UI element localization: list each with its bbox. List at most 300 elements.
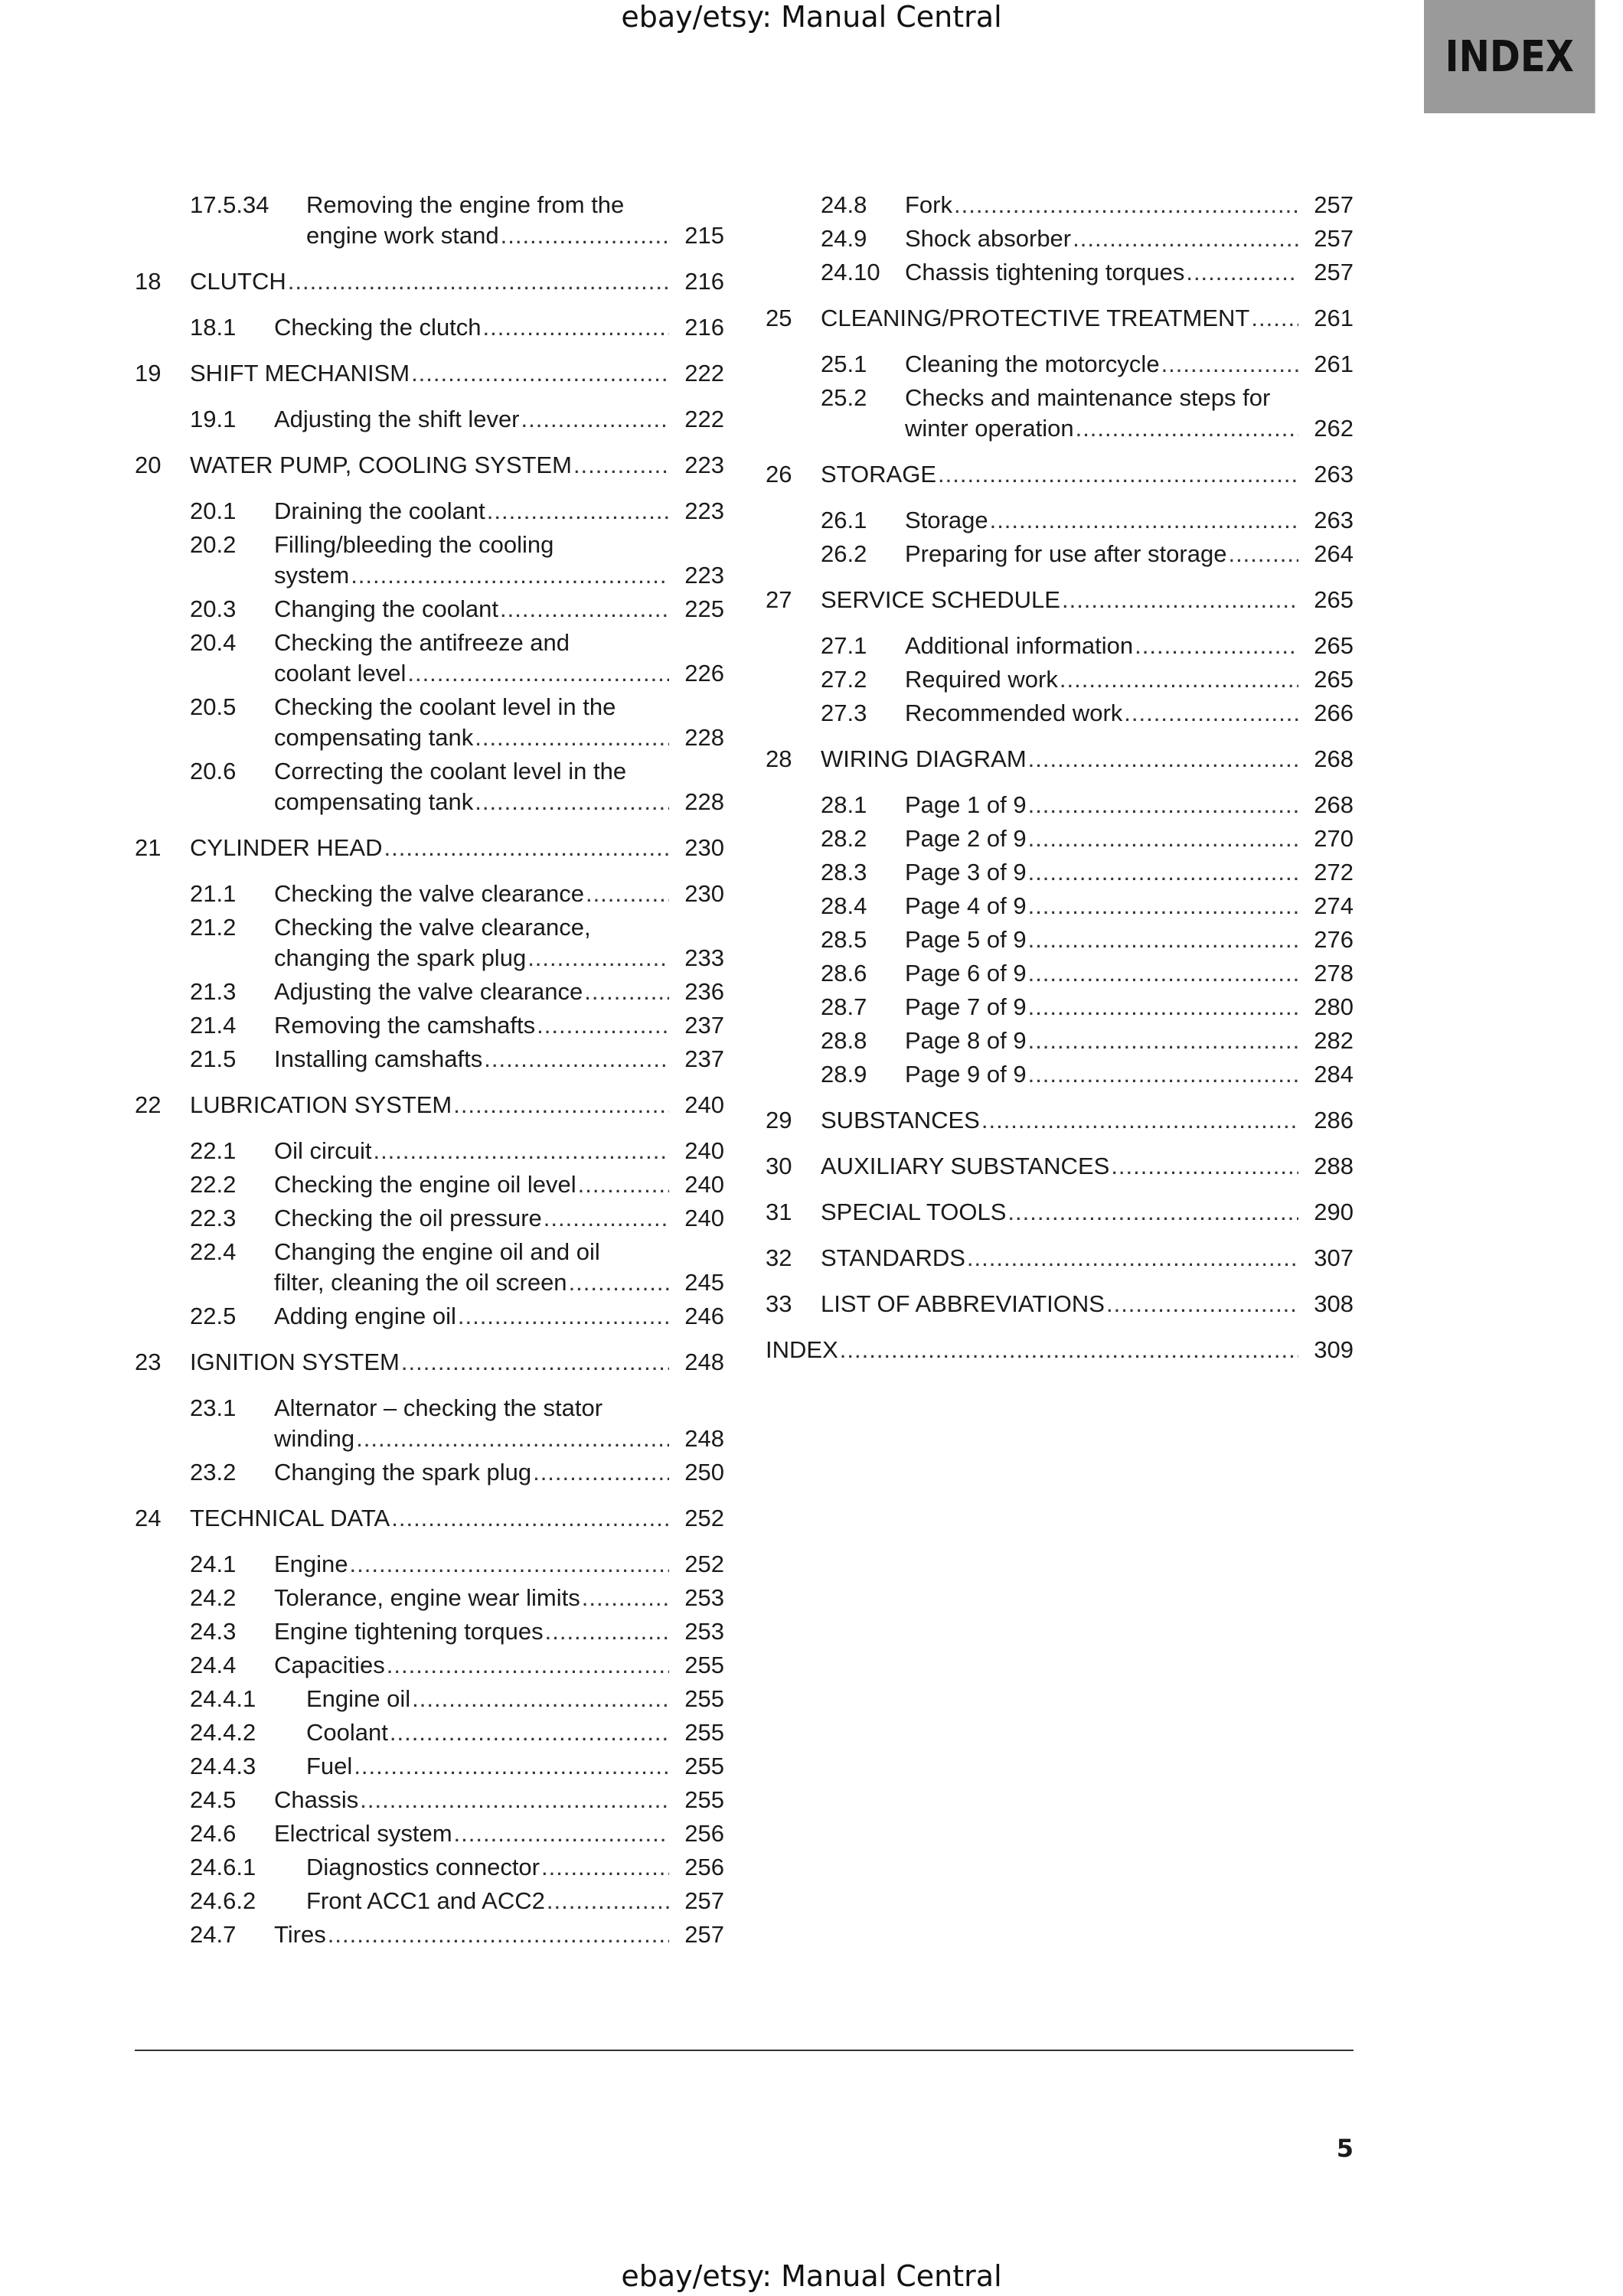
toc-entry-number: 22 <box>135 1091 162 1118</box>
toc-dot-leader <box>1028 925 1298 955</box>
toc-entry-page: 255 <box>684 1719 724 1746</box>
toc-entry-number: 24.10 <box>821 259 880 285</box>
toc-entry-page: 307 <box>1314 1244 1354 1271</box>
toc-entry-title: Engine tightening torques <box>274 1618 544 1645</box>
toc-entry[interactable] <box>766 1289 1354 1319</box>
toc-dot-leader <box>533 1457 669 1488</box>
toc-entry[interactable] <box>135 1549 724 1580</box>
toc-dot-leader <box>391 1503 669 1534</box>
toc-entry[interactable] <box>766 539 1354 569</box>
toc-entry-number: 24.4 <box>190 1652 237 1678</box>
toc-entry-number: 20.3 <box>190 595 237 622</box>
toc-entry-title: Diagnostics connector <box>306 1854 540 1880</box>
toc-entry[interactable] <box>135 1203 724 1234</box>
toc-entry-page: 240 <box>684 1205 724 1231</box>
toc-dot-leader <box>454 1818 669 1849</box>
toc-dot-leader <box>521 404 669 435</box>
toc-dot-leader <box>1251 303 1298 334</box>
toc-entry[interactable] <box>766 257 1354 288</box>
toc-entry-number: 20.1 <box>190 497 237 524</box>
toc-entry-title: Front ACC1 and ACC2 <box>306 1887 545 1914</box>
toc-entry-page: 257 <box>684 1921 724 1948</box>
toc-dot-leader <box>453 1090 669 1120</box>
toc-entry-number: 28.5 <box>821 926 867 953</box>
toc-entry-number: 28.6 <box>821 960 867 987</box>
toc-entry-page: 228 <box>684 788 724 815</box>
toc-dot-leader <box>390 1717 669 1748</box>
toc-dot-leader <box>584 977 669 1007</box>
toc-dot-leader <box>967 1243 1298 1274</box>
toc-dot-leader <box>1028 891 1298 921</box>
toc-entry-page: 216 <box>684 268 724 295</box>
toc-entry[interactable] <box>766 1105 1354 1136</box>
toc-entry[interactable] <box>135 450 724 481</box>
toc-entry-number: 27.1 <box>821 632 867 659</box>
toc-entry-title: compensating tank <box>274 788 474 815</box>
toc-dot-leader <box>1228 539 1298 569</box>
toc-entry-number: 21.4 <box>190 1012 237 1039</box>
toc-dot-leader <box>1076 413 1298 444</box>
toc-entry-number: 22.2 <box>190 1171 237 1198</box>
toc-entry[interactable] <box>135 1457 724 1488</box>
toc-entry[interactable] <box>135 358 724 389</box>
toc-entry[interactable] <box>766 1026 1354 1056</box>
toc-entry-page: 278 <box>1314 960 1354 987</box>
toc-entry[interactable] <box>766 1243 1354 1274</box>
toc-dot-leader <box>407 658 669 689</box>
toc-entry-title: Capacities <box>274 1652 385 1678</box>
toc-dot-leader <box>1028 958 1298 989</box>
toc-dot-leader <box>1124 698 1298 729</box>
toc-entry-page: 261 <box>1314 305 1354 331</box>
toc-entry[interactable] <box>135 1684 724 1714</box>
footer-divider <box>135 2050 1354 2051</box>
toc-entry-title: Checking the valve clearance, <box>274 914 591 941</box>
toc-entry[interactable] <box>135 628 724 689</box>
toc-entry-title: Required work <box>905 666 1058 693</box>
toc-dot-leader <box>1028 1026 1298 1056</box>
toc-entry-number: 24.7 <box>190 1921 237 1948</box>
toc-entry-title: Checking the antifreeze and <box>274 629 570 656</box>
toc-entry-title: AUXILIARY SUBSTANCES <box>821 1153 1110 1179</box>
toc-entry-number: 24.6 <box>190 1820 237 1847</box>
toc-entry[interactable] <box>766 1151 1354 1182</box>
toc-entry-number: 28.2 <box>821 825 867 852</box>
toc-entry[interactable] <box>766 891 1354 921</box>
toc-entry-number: 28.1 <box>821 791 867 818</box>
toc-entry[interactable] <box>135 1616 724 1647</box>
toc-dot-leader <box>541 1852 669 1883</box>
toc-dot-leader <box>1028 857 1298 888</box>
toc-entry[interactable] <box>766 1197 1354 1228</box>
toc-entry-title: Page 5 of 9 <box>905 926 1027 953</box>
toc-entry-title: STORAGE <box>821 461 937 488</box>
toc-dot-leader <box>484 1044 669 1075</box>
toc-entry-page: 276 <box>1314 926 1354 953</box>
toc-entry-page: 263 <box>1314 461 1354 488</box>
toc-entry-number: 21.1 <box>190 880 237 907</box>
toc-entry-number: 30 <box>766 1153 792 1179</box>
toc-entry[interactable] <box>766 349 1354 380</box>
toc-entry-page: 265 <box>1314 666 1354 693</box>
toc-dot-leader <box>537 1010 669 1041</box>
toc-entry-title: Page 9 of 9 <box>905 1061 1027 1088</box>
toc-entry-page: 222 <box>684 360 724 386</box>
toc-entry[interactable] <box>135 1751 724 1782</box>
toc-entry-number: 24.3 <box>190 1618 237 1645</box>
toc-entry-number: 29 <box>766 1107 792 1133</box>
toc-entry-page: 237 <box>684 1045 724 1072</box>
toc-entry-page: 255 <box>684 1685 724 1712</box>
toc-entry-page: 250 <box>684 1459 724 1486</box>
toc-entry-title: Adjusting the valve clearance <box>274 978 583 1005</box>
toc-dot-leader <box>401 1347 669 1378</box>
toc-entry-page: 248 <box>684 1349 724 1375</box>
toc-entry[interactable] <box>766 698 1354 729</box>
toc-entry[interactable] <box>135 404 724 435</box>
toc-entry[interactable] <box>135 1785 724 1815</box>
toc-entry[interactable] <box>135 1090 724 1120</box>
toc-entry-title: compensating tank <box>274 724 474 751</box>
watermark-bottom: ebay/etsy: Manual Central <box>621 2259 1002 2293</box>
toc-entry[interactable] <box>135 692 724 753</box>
toc-entry-page: 255 <box>684 1786 724 1813</box>
toc-entry-number: 28.4 <box>821 892 867 919</box>
toc-entry-title: INDEX <box>766 1336 838 1363</box>
toc-entry-title: coolant level <box>274 660 407 687</box>
toc-entry[interactable] <box>135 879 724 909</box>
toc-dot-leader <box>1186 257 1298 288</box>
toc-entry-title: filter, cleaning the oil screen <box>274 1269 567 1296</box>
toc-dot-leader <box>527 943 669 974</box>
toc-entry[interactable] <box>766 664 1354 695</box>
toc-entry[interactable] <box>766 744 1354 775</box>
toc-entry[interactable] <box>766 958 1354 989</box>
toc-entry-page: 257 <box>1314 191 1354 218</box>
toc-entry[interactable] <box>135 1886 724 1916</box>
toc-entry-page: 284 <box>1314 1061 1354 1088</box>
toc-entry-page: 222 <box>684 406 724 432</box>
toc-entry-page: 265 <box>1314 586 1354 613</box>
toc-entry[interactable] <box>766 823 1354 854</box>
toc-dot-leader <box>501 220 669 251</box>
toc-entry-number: 33 <box>766 1290 792 1317</box>
toc-entry-page: 263 <box>1314 507 1354 533</box>
toc-entry-page: 261 <box>1314 351 1354 377</box>
toc-entry-title: Checking the engine oil level <box>274 1171 576 1198</box>
toc-entry-page: 257 <box>684 1887 724 1914</box>
toc-dot-leader <box>1111 1151 1298 1182</box>
toc-entry-title: Removing the engine from the <box>306 191 625 218</box>
toc-entry-number: 25 <box>766 305 792 331</box>
toc-entry[interactable] <box>135 1919 724 1950</box>
toc-entry-page: 240 <box>684 1091 724 1118</box>
toc-entry-title: CYLINDER HEAD <box>190 834 383 861</box>
toc-dot-leader <box>1073 223 1298 254</box>
toc-entry-title: Checking the valve clearance <box>274 880 584 907</box>
toc-entry-number: 21 <box>135 834 162 861</box>
toc-entry[interactable] <box>135 1237 724 1298</box>
toc-entry[interactable] <box>766 857 1354 888</box>
toc-entry-page: 255 <box>684 1652 724 1678</box>
toc-entry-title: Filling/bleeding the cooling <box>274 531 554 558</box>
toc-entry-number: 24.4.1 <box>190 1685 256 1712</box>
toc-entry-page: 270 <box>1314 825 1354 852</box>
toc-entry-page: 223 <box>684 452 724 478</box>
toc-entry-number: 26.2 <box>821 540 867 567</box>
toc-entry-number: 25.2 <box>821 384 867 411</box>
toc-entry-number: 28.7 <box>821 993 867 1020</box>
toc-entry-title: Chassis tightening torques <box>905 259 1185 285</box>
toc-entry-page: 252 <box>684 1551 724 1577</box>
toc-entry[interactable] <box>766 459 1354 490</box>
toc-entry[interactable] <box>766 1059 1354 1090</box>
toc-entry[interactable] <box>135 1852 724 1883</box>
toc-dot-leader <box>288 266 669 297</box>
toc-entry-number: 20.4 <box>190 629 237 656</box>
toc-dot-leader <box>938 459 1298 490</box>
toc-entry-number: 21.5 <box>190 1045 237 1072</box>
toc-entry-page: 272 <box>1314 859 1354 885</box>
toc-column-right <box>766 190 1354 1381</box>
toc-entry[interactable] <box>135 312 724 343</box>
toc-entry-title: Fuel <box>306 1753 353 1779</box>
toc-dot-leader <box>475 787 669 817</box>
toc-entry-title: Draining the coolant <box>274 497 485 524</box>
toc-entry-title: Cleaning the motorcycle <box>905 351 1160 377</box>
toc-entry-title: Additional information <box>905 632 1134 659</box>
toc-entry-title: Page 3 of 9 <box>905 859 1027 885</box>
toc-entry-title: CLEANING/PROTECTIVE TREATMENT <box>821 305 1250 331</box>
toc-entry-number: 22.4 <box>190 1238 237 1265</box>
toc-entry-title: SERVICE SCHEDULE <box>821 586 1060 613</box>
toc-entry-title: Chassis <box>274 1786 359 1813</box>
toc-dot-leader <box>354 1751 669 1782</box>
toc-entry-page: 265 <box>1314 632 1354 659</box>
toc-entry-number: 28 <box>766 745 792 772</box>
toc-entry-title: Shock absorber <box>905 225 1072 252</box>
toc-dot-leader <box>373 1136 669 1166</box>
toc-entry-number: 27.3 <box>821 700 867 726</box>
toc-entry-number: 24.1 <box>190 1551 237 1577</box>
toc-entry[interactable] <box>135 977 724 1007</box>
toc-dot-leader <box>1028 823 1298 854</box>
toc-entry-number: 23.1 <box>190 1394 237 1421</box>
toc-dot-leader <box>360 1785 669 1815</box>
toc-entry-number: 22.5 <box>190 1303 237 1329</box>
toc-entry-title: SHIFT MECHANISM <box>190 360 410 386</box>
toc-entry[interactable] <box>135 266 724 297</box>
toc-entry-page: 282 <box>1314 1027 1354 1054</box>
toc-entry[interactable] <box>135 496 724 527</box>
toc-entry[interactable] <box>135 1347 724 1378</box>
toc-dot-leader <box>384 833 670 863</box>
toc-entry-number: 31 <box>766 1199 792 1225</box>
toc-entry-number: 18.1 <box>190 314 237 341</box>
toc-entry-number: 19.1 <box>190 406 237 432</box>
toc-entry-number: 19 <box>135 360 162 386</box>
toc-entry-number: 21.3 <box>190 978 237 1005</box>
toc-entry-page: 237 <box>684 1012 724 1039</box>
toc-entry[interactable] <box>766 925 1354 955</box>
toc-entry-page: 286 <box>1314 1107 1354 1133</box>
toc-dot-leader <box>1028 744 1298 775</box>
toc-entry-page: 255 <box>684 1753 724 1779</box>
toc-dot-leader <box>487 496 669 527</box>
toc-entry-number: 23 <box>135 1349 162 1375</box>
toc-entry-title: Checks and maintenance steps for <box>905 384 1271 411</box>
toc-entry-page: 256 <box>684 1820 724 1847</box>
toc-entry-title: changing the spark plug <box>274 944 527 971</box>
toc-entry-title: Changing the coolant <box>274 595 499 622</box>
toc-entry[interactable] <box>135 1136 724 1166</box>
watermark-top: ebay/etsy: Manual Central <box>621 0 1002 34</box>
toc-entry-number: 21.2 <box>190 914 237 941</box>
toc-entry-number: 18 <box>135 268 162 295</box>
toc-dot-leader <box>1007 1197 1298 1228</box>
toc-dot-leader <box>351 560 669 591</box>
toc-entry[interactable] <box>766 992 1354 1022</box>
toc-entry-number: 24 <box>135 1505 162 1531</box>
toc-dot-leader <box>573 450 669 481</box>
toc-dot-leader <box>1106 1289 1298 1319</box>
toc-entry-page: 248 <box>684 1425 724 1452</box>
toc-entry-page: 280 <box>1314 993 1354 1020</box>
toc-entry[interactable] <box>135 1818 724 1849</box>
toc-entry-page: 274 <box>1314 892 1354 919</box>
toc-dot-leader <box>387 1650 669 1681</box>
toc-entry-title: winter operation <box>905 415 1074 442</box>
toc-entry-page: 290 <box>1314 1199 1354 1225</box>
toc-entry-title: Changing the spark plug <box>274 1459 532 1486</box>
toc-entry-title: Installing camshafts <box>274 1045 483 1072</box>
toc-entry-title: Recommended work <box>905 700 1123 726</box>
toc-entry-page: 268 <box>1314 745 1354 772</box>
toc-entry-page: 233 <box>684 944 724 971</box>
toc-entry[interactable] <box>135 1301 724 1332</box>
toc-entry-page: 309 <box>1314 1336 1354 1363</box>
toc-entry[interactable] <box>135 1583 724 1613</box>
toc-entry-title: STANDARDS <box>821 1244 965 1271</box>
toc-entry-page: 228 <box>684 724 724 751</box>
toc-entry-page: 223 <box>684 497 724 524</box>
toc-entry-title: winding <box>274 1425 355 1452</box>
toc-entry-page: 253 <box>684 1584 724 1611</box>
toc-entry-title: Page 6 of 9 <box>905 960 1027 987</box>
toc-entry-page: 215 <box>684 222 724 249</box>
toc-entry[interactable] <box>766 190 1354 220</box>
toc-entry[interactable] <box>766 223 1354 254</box>
toc-entry-title: LIST OF ABBREVIATIONS <box>821 1290 1105 1317</box>
toc-entry-title: Oil circuit <box>274 1137 372 1164</box>
toc-entry[interactable] <box>766 383 1354 444</box>
toc-entry[interactable] <box>135 1169 724 1200</box>
toc-column-left <box>135 190 724 1953</box>
toc-entry-title: Page 2 of 9 <box>905 825 1027 852</box>
toc-entry-number: 32 <box>766 1244 792 1271</box>
toc-entry[interactable] <box>766 631 1354 661</box>
toc-entry-number: 20 <box>135 452 162 478</box>
toc-entry[interactable] <box>135 1010 724 1041</box>
toc-entry[interactable] <box>135 530 724 591</box>
toc-entry[interactable] <box>766 790 1354 820</box>
toc-dot-leader <box>500 594 669 625</box>
toc-entry-page: 264 <box>1314 540 1354 567</box>
toc-entry-number: 27 <box>766 586 792 613</box>
toc-entry[interactable] <box>135 1393 724 1454</box>
toc-entry[interactable] <box>135 833 724 863</box>
toc-entry-title: Engine oil <box>306 1685 411 1712</box>
toc-dot-leader <box>582 1583 669 1613</box>
toc-entry[interactable] <box>135 756 724 817</box>
toc-entry-title: Alternator – checking the stator <box>274 1394 603 1421</box>
toc-entry-number: 22.1 <box>190 1137 237 1164</box>
toc-entry-number: 28.9 <box>821 1061 867 1088</box>
toc-entry[interactable] <box>135 594 724 625</box>
toc-entry[interactable] <box>135 1650 724 1681</box>
toc-dot-leader <box>545 1616 669 1647</box>
toc-entry-title: Page 7 of 9 <box>905 993 1027 1020</box>
toc-entry-number: 17.5.34 <box>190 191 269 218</box>
toc-entry-page: 245 <box>684 1269 724 1296</box>
toc-dot-leader <box>1161 349 1298 380</box>
toc-dot-leader <box>350 1549 669 1580</box>
toc-entry-page: 252 <box>684 1505 724 1531</box>
toc-dot-leader <box>475 722 669 753</box>
toc-entry-number: 23.2 <box>190 1459 237 1486</box>
toc-entry[interactable] <box>135 1503 724 1534</box>
toc-entry[interactable] <box>135 190 724 251</box>
toc-entry-title: engine work stand <box>306 222 499 249</box>
toc-entry[interactable] <box>766 585 1354 615</box>
toc-entry-title: Tolerance, engine wear limits <box>274 1584 580 1611</box>
toc-entry-number: 28.8 <box>821 1027 867 1054</box>
toc-entry[interactable] <box>135 1044 724 1075</box>
toc-entry[interactable] <box>766 1335 1354 1365</box>
toc-entry[interactable] <box>766 303 1354 334</box>
toc-entry-number: 25.1 <box>821 351 867 377</box>
toc-entry-page: 253 <box>684 1618 724 1645</box>
toc-dot-leader <box>981 1105 1298 1136</box>
toc-entry-title: WATER PUMP, COOLING SYSTEM <box>190 452 572 478</box>
page-number: 5 <box>1336 2134 1354 2163</box>
toc-entry-title: WIRING DIAGRAM <box>821 745 1027 772</box>
toc-dot-leader <box>840 1335 1298 1365</box>
toc-dot-leader <box>412 1684 669 1714</box>
toc-entry-number: 24.4.2 <box>190 1719 256 1746</box>
toc-dot-leader <box>990 505 1298 536</box>
toc-entry-number: 20.2 <box>190 531 237 558</box>
toc-entry-page: 216 <box>684 314 724 341</box>
toc-dot-leader <box>1028 790 1298 820</box>
toc-dot-leader <box>1028 1059 1298 1090</box>
toc-entry-page: 240 <box>684 1137 724 1164</box>
toc-entry-page: 308 <box>1314 1290 1354 1317</box>
toc-entry-page: 236 <box>684 978 724 1005</box>
toc-entry-page: 257 <box>1314 225 1354 252</box>
toc-entry-title: IGNITION SYSTEM <box>190 1349 400 1375</box>
toc-entry-page: 262 <box>1314 415 1354 442</box>
toc-entry-title: Coolant <box>306 1719 388 1746</box>
toc-dot-leader <box>1135 631 1298 661</box>
toc-entry-title: Adding engine oil <box>274 1303 456 1329</box>
toc-entry[interactable] <box>766 505 1354 536</box>
toc-entry[interactable] <box>135 912 724 974</box>
toc-entry-title: Checking the clutch <box>274 314 482 341</box>
toc-entry-number: 24.6.2 <box>190 1887 256 1914</box>
toc-entry-title: Removing the camshafts <box>274 1012 536 1039</box>
toc-entry[interactable] <box>135 1717 724 1748</box>
